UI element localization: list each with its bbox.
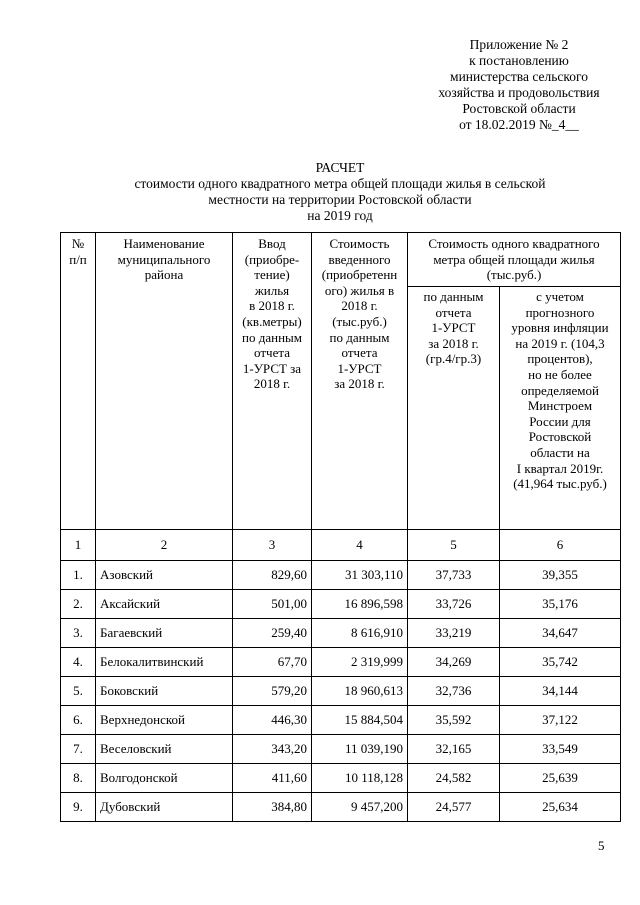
- row-number: 9.: [61, 793, 96, 822]
- cost-per-m2: 24,582: [408, 764, 500, 793]
- header-cell-group-cost-per-m2: Стоимость одного квадратного метра общей площади жилья (тыс.руб.): [408, 233, 621, 287]
- adjusted-cost-per-m2: 25,639: [500, 764, 621, 793]
- title-heading: РАСЧЕТ: [315, 160, 365, 175]
- cost-per-m2: 34,269: [408, 648, 500, 677]
- housing-cost: 10 118,128: [312, 764, 408, 793]
- header-cell-report-data: по данным отчета 1-УРСТ за 2018 г. (гр.4/гр.3): [408, 287, 500, 530]
- column-number: 3: [233, 530, 312, 561]
- housing-area: 501,00: [233, 590, 312, 619]
- cost-per-m2: 33,219: [408, 619, 500, 648]
- title-line: местности на территории Ростовской области: [208, 192, 472, 207]
- district-name: Боковский: [96, 677, 233, 706]
- adjusted-cost-per-m2: 37,122: [500, 706, 621, 735]
- table-row: [61, 735, 621, 764]
- district-name: Багаевский: [96, 619, 233, 648]
- housing-area: 829,60: [233, 561, 312, 590]
- cost-per-m2: 35,592: [408, 706, 500, 735]
- adjusted-cost-per-m2: 33,549: [500, 735, 621, 764]
- housing-cost: 31 303,110: [312, 561, 408, 590]
- cost-per-m2: 32,736: [408, 677, 500, 706]
- row-number: 5.: [61, 677, 96, 706]
- district-name: Верхнедонской: [96, 706, 233, 735]
- appendix-line: министерства сельского: [450, 69, 588, 84]
- header-cell-housing-cost: Стоимость введенного (приобретенн ого) жилья в 2018 г. (тыс.руб.) по данным отчета 1-УРСТ за 2018 г.: [312, 233, 408, 530]
- row-number: 6.: [61, 706, 96, 735]
- page-number: 5: [598, 838, 605, 853]
- table-row: [61, 619, 621, 648]
- appendix-line: хозяйства и продовольствия: [438, 85, 600, 100]
- district-name: Дубовский: [96, 793, 233, 822]
- column-number: 4: [312, 530, 408, 561]
- row-number: 1.: [61, 561, 96, 590]
- cost-per-m2: 37,733: [408, 561, 500, 590]
- district-name: Белокалитвинский: [96, 648, 233, 677]
- housing-area: 446,30: [233, 706, 312, 735]
- appendix-line: Приложение № 2: [469, 37, 569, 52]
- housing-area: 343,20: [233, 735, 312, 764]
- column-number: 1: [61, 530, 96, 561]
- header-cell-inflation-adjusted: с учетом прогнозного уровня инфляции на 2019 г. (104,3 процентов), но не более определяемой Минстроем России для Ростовской области на I квартал 2019г. (41,964 тыс.руб.): [500, 287, 621, 530]
- adjusted-cost-per-m2: 25,634: [500, 793, 621, 822]
- appendix-block: [412, 37, 626, 133]
- adjusted-cost-per-m2: 34,647: [500, 619, 621, 648]
- table-row: [61, 764, 621, 793]
- housing-area: 384,80: [233, 793, 312, 822]
- title-line: на 2019 год: [307, 208, 373, 223]
- column-number: 2: [96, 530, 233, 561]
- column-number-row: [61, 530, 621, 561]
- column-number: 6: [500, 530, 621, 561]
- row-number: 2.: [61, 590, 96, 619]
- district-name: Волгодонской: [96, 764, 233, 793]
- table-row: [61, 706, 621, 735]
- housing-area: 579,20: [233, 677, 312, 706]
- cost-per-m2: 24,577: [408, 793, 500, 822]
- housing-cost: 16 896,598: [312, 590, 408, 619]
- housing-cost: 18 960,613: [312, 677, 408, 706]
- appendix-line: Ростовской области: [462, 101, 576, 116]
- cost-per-m2: 32,165: [408, 735, 500, 764]
- row-number: 4.: [61, 648, 96, 677]
- row-number: 7.: [61, 735, 96, 764]
- header-cell-district: Наименование муниципального района: [96, 233, 233, 530]
- row-number: 3.: [61, 619, 96, 648]
- table-row: [61, 561, 621, 590]
- housing-area: 259,40: [233, 619, 312, 648]
- district-name: Веселовский: [96, 735, 233, 764]
- header-cell-housing-input: Ввод (приобре- тение) жилья в 2018 г. (кв.метры) по данным отчета 1-УРСТ за 2018 г.: [233, 233, 312, 530]
- column-number: 5: [408, 530, 500, 561]
- housing-cost: 9 457,200: [312, 793, 408, 822]
- adjusted-cost-per-m2: 34,144: [500, 677, 621, 706]
- adjusted-cost-per-m2: 35,176: [500, 590, 621, 619]
- header-cell-number: № п/п: [61, 233, 96, 530]
- housing-cost: 15 884,504: [312, 706, 408, 735]
- housing-area: 67,70: [233, 648, 312, 677]
- title-line: стоимости одного квадратного метра общей площади жилья в сельской: [134, 176, 546, 191]
- table-row: [61, 793, 621, 822]
- row-number: 8.: [61, 764, 96, 793]
- adjusted-cost-per-m2: 35,742: [500, 648, 621, 677]
- housing-cost: 11 039,190: [312, 735, 408, 764]
- housing-cost: 8 616,910: [312, 619, 408, 648]
- housing-area: 411,60: [233, 764, 312, 793]
- district-name: Азовский: [96, 561, 233, 590]
- appendix-line: от 18.02.2019 №_4__: [459, 117, 579, 132]
- table-row: [61, 648, 621, 677]
- appendix-line: к постановлению: [469, 53, 569, 68]
- adjusted-cost-per-m2: 39,355: [500, 561, 621, 590]
- document-title: [60, 160, 620, 224]
- cost-per-m2: 33,726: [408, 590, 500, 619]
- table-row: [61, 590, 621, 619]
- housing-cost: 2 319,999: [312, 648, 408, 677]
- district-name: Аксайский: [96, 590, 233, 619]
- cost-table: [60, 232, 621, 822]
- table-row: [61, 677, 621, 706]
